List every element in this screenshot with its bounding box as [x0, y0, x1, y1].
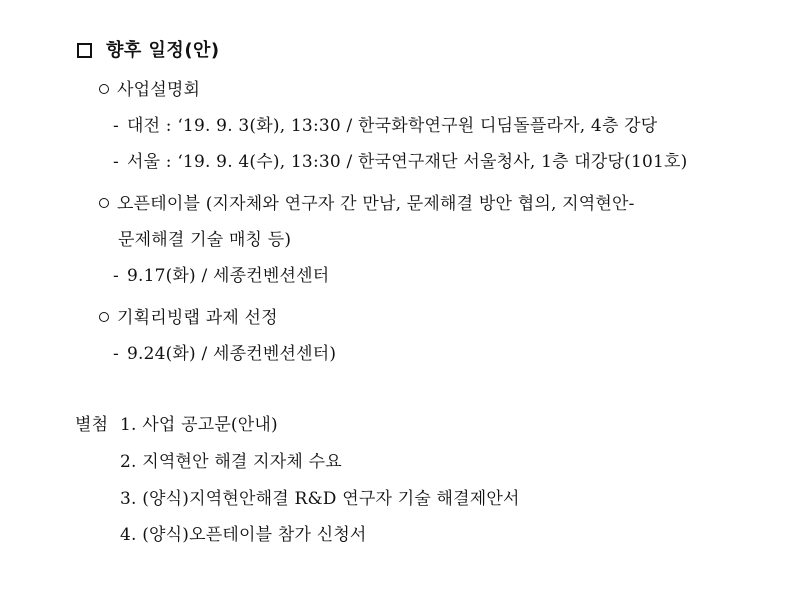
list-item-text: 서울 : ‘19. 9. 4(수), 13:30 / 한국연구재단 서울청사, 1층 대강당(101호)	[126, 152, 688, 172]
list-item-text: 9.17(화) / 세종컨벤션센터	[126, 266, 330, 286]
section-title-text: 기획리빙랩 과제 선정	[117, 308, 278, 328]
circle-bullet-icon	[99, 84, 109, 94]
section-heading: 향후 일정(안)	[106, 40, 220, 61]
attachment-item: 2. 지역현안 해결 지자체 수요	[120, 452, 342, 472]
list-item	[113, 265, 329, 287]
dash-bullet: -	[113, 266, 119, 286]
list-item	[113, 151, 688, 173]
circle-bullet-icon	[99, 198, 109, 208]
list-item	[113, 343, 336, 365]
list-item	[113, 115, 657, 137]
checkbox-icon	[77, 43, 92, 58]
section-title-briefing	[99, 79, 200, 101]
section-title-open-table	[99, 193, 635, 215]
dash-bullet: -	[113, 116, 119, 136]
attachment-item: 1. 사업 공고문(안내)	[120, 415, 278, 435]
dash-bullet: -	[113, 344, 119, 364]
section-title-text: 오픈테이블 (지자체와 연구자 간 만남, 문제해결 방안 협의, 지역현안-	[117, 194, 635, 214]
section-title-living-lab	[99, 307, 278, 329]
attachments-label: 별첨	[75, 415, 109, 435]
section-title-continuation: 문제해결 기술 매칭 등)	[118, 230, 292, 250]
section-title-text: 사업설명회	[117, 80, 201, 100]
list-item-text: 9.24(화) / 세종컨벤션센터)	[126, 344, 337, 364]
dash-bullet: -	[113, 152, 119, 172]
attachment-item: 3. (양식)지역현안해결 R&D 연구자 기술 해결제안서	[120, 489, 520, 509]
list-item-text: 대전 : ‘19. 9. 3(화), 13:30 / 한국화학연구원 디딤돌플라자, 4층 강당	[126, 116, 658, 136]
attachment-item: 4. (양식)오픈테이블 참가 신청서	[120, 525, 367, 545]
circle-bullet-icon	[99, 312, 109, 322]
